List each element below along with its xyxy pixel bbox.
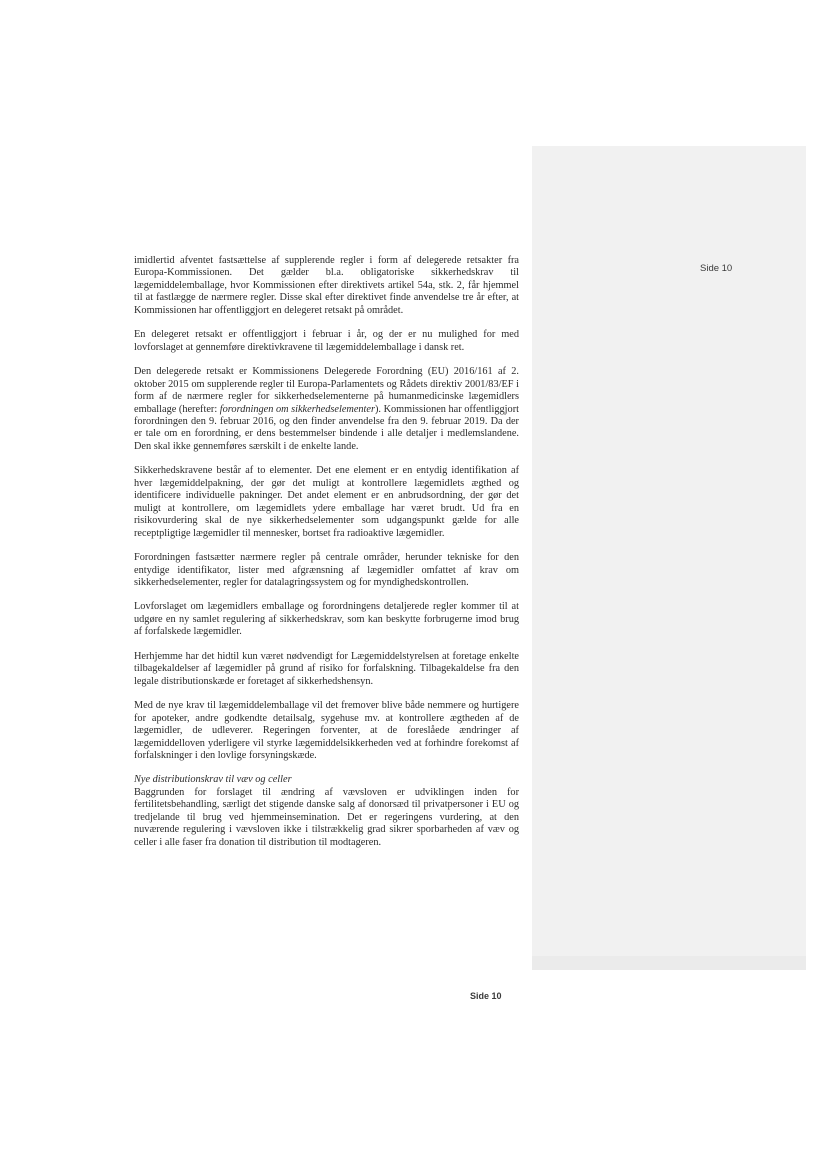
paragraph-text: Den delegerede retsakt er Kommissionens Delegerede Forordning (EU) 2016/161 af 2. oktober 2015 om supplerende regler til Europa-Parlamentets og Rådets direktiv 2001/83/EF i form af de nærmere regler for sikkerhedselementerne på humanmedicinske lægemidlers emballage (herefter:: [134, 366, 519, 415]
page-footer: Side 10: [470, 991, 502, 1001]
paragraph: Sikkerhedskravene består af to elementer. Det ene element er en entydig identifikation af hver lægemiddelpakning, der gør det muligt at kontrollere lægemidlets ægthed og identificere individuelle pakninger. Det andet element er en anbrudsordning, der gør det muligt at kontrollere, om lægemidlets ydere emballage har været brudt. Ud fra en risikovurdering skal de nye sikkerhedselementer som udgangspunkt gælde for alle receptpligtige lægemidler til mennesker, bortset fra radioaktive lægemidler.: [134, 465, 519, 539]
paragraph: imidlertid afventet fastsættelse af supplerende regler i form af delegerede retsakter fra Europa-Kommissionen. Det gælder bl.a. obligatoriske sikkerhedskrav til lægemiddelemballage, hvor Kommissionen efter direktivets artikel 54a, stk. 2, får hjemmel til at fastlægge de nærmere regler. Disse skal efter direktivet finde anvendelse tre år efter, at Kommissionen har offentliggjort en delegeret retsakt på området.: [134, 255, 519, 316]
paragraph: Baggrunden for forslaget til ændring af vævsloven er udviklingen inden for fertilitetsbehandling, særligt det stigende danske salg af donorsæd til privatpersoner i EU og tredjelande til brug ved hjemmeinsemination. Det er regeringens vurdering, at den nuværende regulering i vævsloven ikke i tilstrækkelig grad sikrer sporbarheden af væv og celler i alle faser fra donation til distribution til modtageren.: [134, 786, 519, 848]
paragraph: Herhjemme har det hidtil kun været nødvendigt for Lægemiddelstyrelsen at foretage enkelte tilbagekaldelser af lægemidler på grund af risiko for forfalskning. Tilbagekaldelse fra den legale distributionskæde er foretaget af sikkerhedshensyn.: [134, 650, 519, 687]
paragraph-text: ). Kommissionen har offentliggjort forordningen den 9. februar 2016, og den finder anvendelse fra den 9. februar 2019. Da der er tale om en forordning, er dens bestemmelser bindende i alle detaljer i medlemslandene. Den skal ikke gennemføres særskilt i de enkelte lande.: [134, 403, 519, 452]
paragraph: Med de nye krav til lægemiddelemballage vil det fremover blive både nemmere og hurtigere for apoteker, andre godkendte detailsalg, sygehuse mv. at kontrollere ægtheden af de lægemidler, de udleverer. Regeringen forventer, at de foreslåede ændringer af lægemiddelloven yderligere vil styrke lægemiddelsikkerheden ved at forhindre forekomst af forfalskninger i den lovlige forsyningskæde.: [134, 700, 519, 761]
margin-page-label: Side 10: [700, 263, 733, 274]
section-subheading: Nye distributionskrav til væv og celler: [134, 774, 292, 786]
paragraph: Lovforslaget om lægemidlers emballage og forordningens detaljerede regler kommer til at udgøre en ny samlet regulering af sikkerhedskrav, som kan beskytte forbrugerne imod brug af forfalskede lægemidler.: [134, 601, 519, 638]
document-body: [134, 255, 519, 849]
paragraph: [134, 366, 519, 453]
paragraph: En delegeret retsakt er offentliggjort i februar i år, og der er nu mulighed for med lovforslaget at gennemføre direktivkravene til lægemiddelemballage i dansk ret.: [134, 329, 519, 353]
paragraph: Forordningen fastsætter nærmere regler på centrale områder, herunder tekniske for den entydige identifikator, lister med afgrænsning af lægemidler omfattet af krav om sikkerhedselementer, regler for datalagringssystem og for myndighedskontrollen.: [134, 552, 519, 588]
margin-panel: [532, 146, 806, 970]
emphasized-term: forordningen om sikkerhedselementer: [219, 403, 375, 415]
